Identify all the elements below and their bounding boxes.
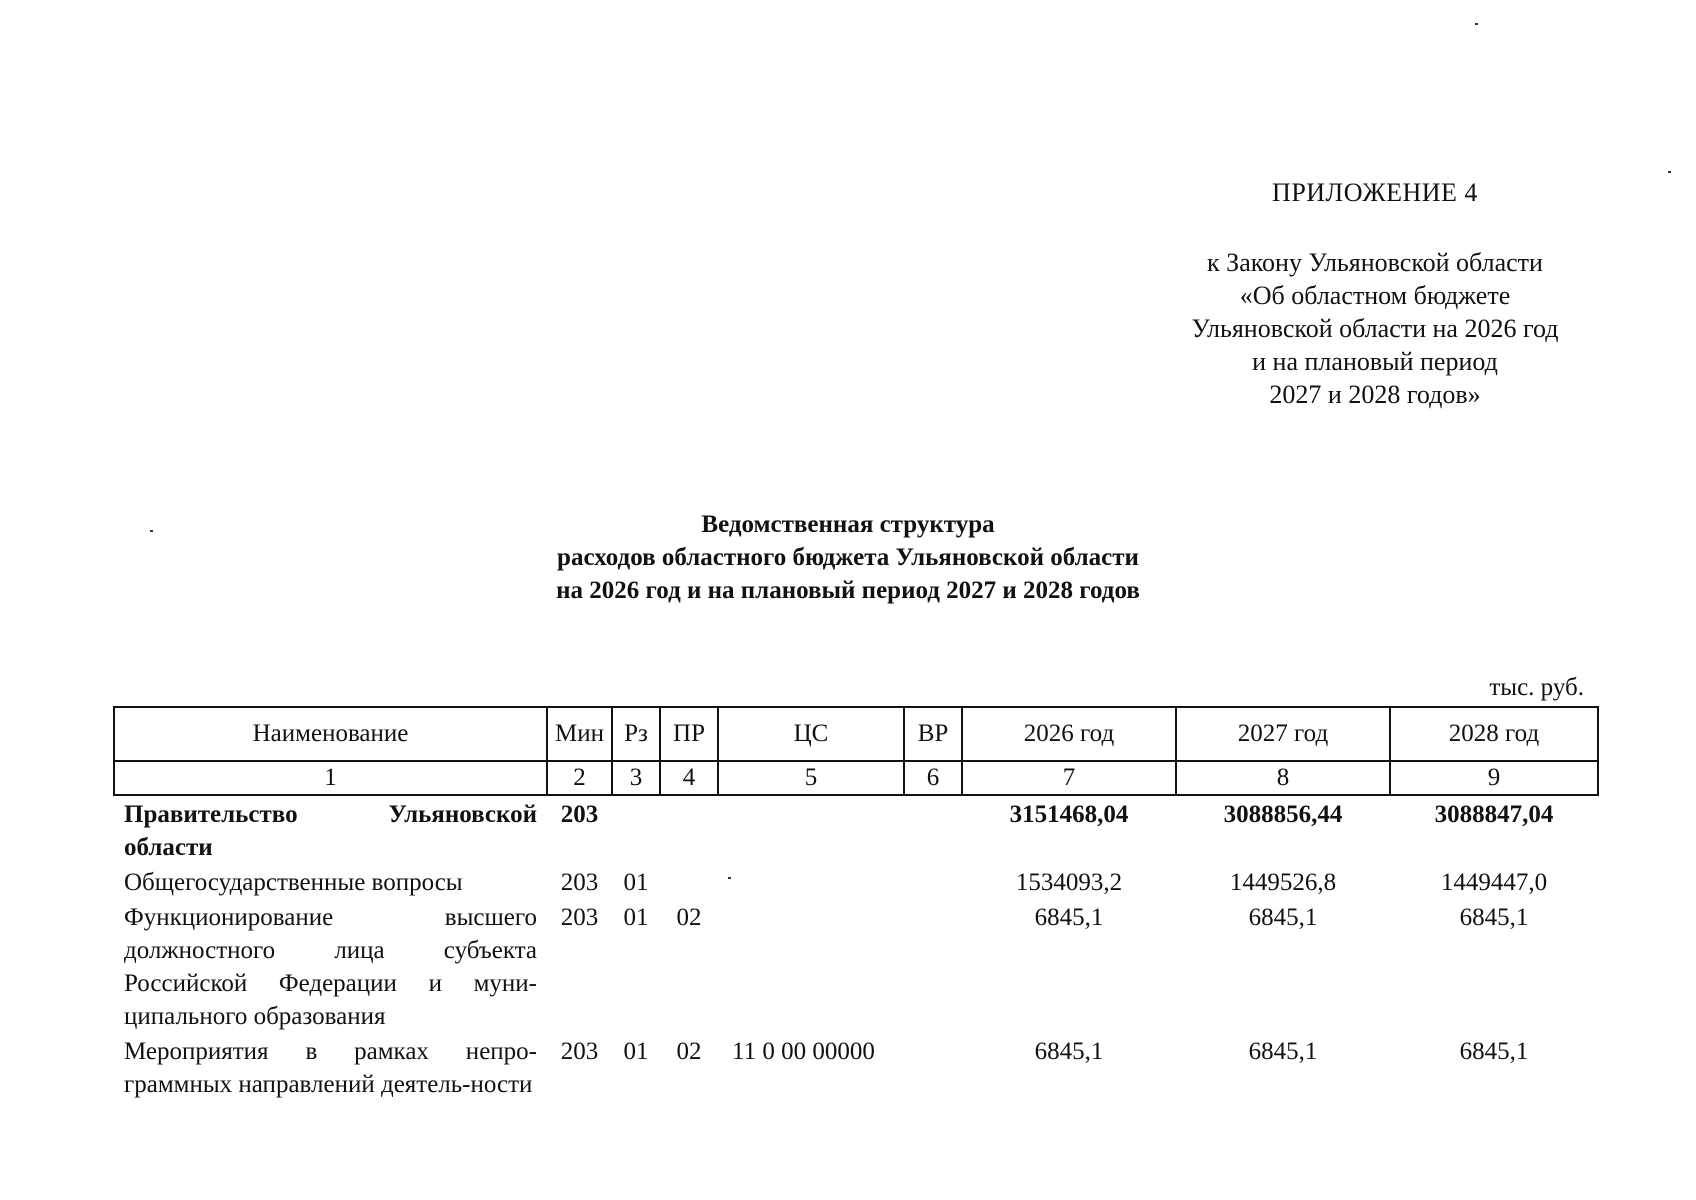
- row-amount-2026: 1534093,2: [1015, 869, 1123, 896]
- row-amount-2028: 6845,1: [1459, 904, 1529, 931]
- column-number: 7: [962, 761, 1176, 795]
- row-cs: 11 0 00 00000: [732, 1038, 875, 1065]
- row-amount-2028: 6845,1: [1459, 1038, 1529, 1065]
- appendix-title: ПРИЛОЖЕНИЕ 4: [1272, 178, 1478, 207]
- row-name: Мероприятия в рамках непро-граммных направлений деятель-ности: [124, 1038, 537, 1098]
- scan-speck: [150, 530, 153, 532]
- scan-speck: [1475, 23, 1478, 25]
- row-amount-2027: 6845,1: [1248, 904, 1318, 931]
- units-label: тыс. руб.: [1489, 674, 1584, 701]
- row-cs: [718, 899, 904, 1033]
- appendix-line: «Об областном бюджете: [1239, 281, 1511, 310]
- row-pr: [660, 864, 718, 899]
- column-number: 1: [114, 761, 547, 795]
- row-amount-2026: 6845,1: [1034, 904, 1104, 931]
- table-row: [114, 899, 1598, 1033]
- row-amount-2027: 6845,1: [1248, 1038, 1318, 1065]
- document-title: [348, 508, 1348, 607]
- column-header-name: Наименование: [114, 707, 547, 761]
- row-amount-2028: 1449447,0: [1440, 869, 1548, 896]
- column-header-vr: ВР: [904, 707, 962, 761]
- table-row: [114, 864, 1598, 899]
- document-title-line: на 2026 год и на плановый период 2027 и 2028 годов: [556, 577, 1140, 604]
- document-title-line: Ведомственная структура: [701, 511, 995, 538]
- appendix-line: к Закону Ульяновской области: [1207, 248, 1543, 277]
- row-amount-2026: 3151468,04: [1009, 801, 1129, 828]
- table-row: [114, 795, 1598, 864]
- appendix-reference: [1150, 246, 1600, 411]
- appendix-line: 2027 и 2028 годов»: [1269, 380, 1481, 409]
- column-header-min: Мин: [547, 707, 612, 761]
- row-amount-2026: 6845,1: [1034, 1038, 1104, 1065]
- row-vr: [904, 899, 962, 1033]
- scan-speck: [728, 877, 731, 879]
- appendix-line: и на плановый период: [1252, 347, 1498, 376]
- scan-speck: [1668, 171, 1671, 173]
- appendix-line: Ульяновской области на 2026 год: [1191, 314, 1559, 343]
- row-amount-2027: 1449526,8: [1229, 869, 1337, 896]
- column-number: 3: [612, 761, 660, 795]
- row-min: 203: [560, 869, 599, 896]
- column-number: 2: [547, 761, 612, 795]
- table-row: [114, 1033, 1598, 1101]
- column-header-2026: 2026 год: [962, 707, 1176, 761]
- column-number: 8: [1176, 761, 1390, 795]
- row-rz: 01: [623, 1038, 649, 1065]
- column-header-pr: ПР: [660, 707, 718, 761]
- row-pr: [660, 795, 718, 864]
- table-header-row: [114, 707, 1598, 761]
- row-vr: [904, 1033, 962, 1101]
- row-rz: [612, 795, 660, 864]
- row-min: 203: [560, 801, 599, 828]
- row-name: Функционирование высшего должностного лица субъекта Российской Федерации и муни-ципального образования: [124, 904, 537, 1030]
- row-min: 203: [560, 904, 599, 931]
- column-header-2027: 2027 год: [1176, 707, 1390, 761]
- row-name: Общегосударственные вопросы: [124, 869, 463, 896]
- row-pr: 02: [676, 1038, 702, 1065]
- row-rz: 01: [623, 904, 649, 931]
- row-vr: [904, 864, 962, 899]
- row-cs: [718, 864, 904, 899]
- column-header-cs: ЦС: [718, 707, 904, 761]
- column-number: 6: [904, 761, 962, 795]
- row-rz: 01: [623, 869, 649, 896]
- row-cs: [718, 795, 904, 864]
- column-header-2028: 2028 год: [1390, 707, 1598, 761]
- column-number: 5: [718, 761, 904, 795]
- row-pr: 02: [676, 904, 702, 931]
- row-name: Правительство Ульяновской области: [124, 801, 537, 861]
- row-min: 203: [560, 1038, 599, 1065]
- row-amount-2027: 3088856,44: [1223, 801, 1343, 828]
- row-vr: [904, 795, 962, 864]
- column-number: 9: [1390, 761, 1598, 795]
- table-column-number-row: [114, 761, 1598, 795]
- budget-table: [113, 706, 1599, 1101]
- column-header-rz: Рз: [612, 707, 660, 761]
- column-number: 4: [660, 761, 718, 795]
- row-amount-2028: 3088847,04: [1434, 801, 1554, 828]
- document-title-line: расходов областного бюджета Ульяновской области: [557, 544, 1139, 571]
